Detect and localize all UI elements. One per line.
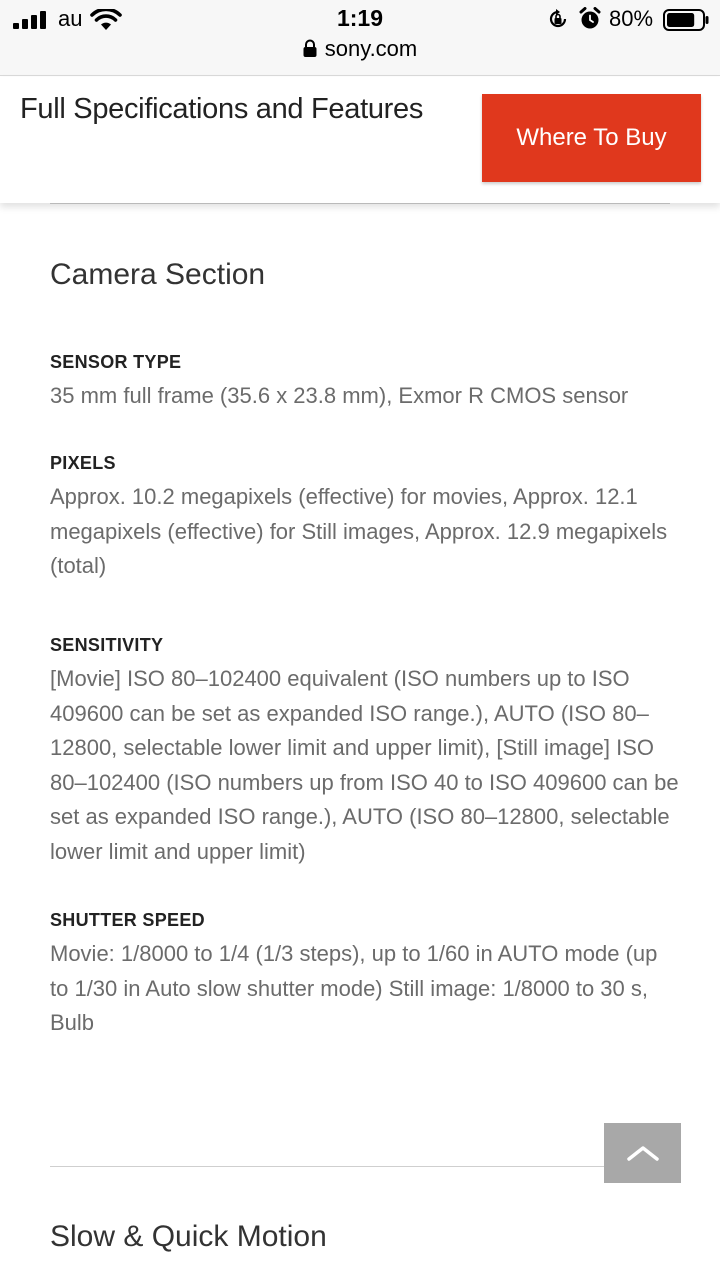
section-divider: [50, 1166, 670, 1167]
spec-shutter-speed: [50, 909, 680, 1041]
spec-sensor-type: [50, 351, 680, 414]
spec-pixels: [50, 452, 680, 584]
url-bar[interactable]: [0, 36, 720, 62]
status-bar: [0, 0, 720, 76]
spec-label: SENSITIVITY: [50, 635, 164, 655]
spec-value: 35 mm full frame (35.6 x 23.8 mm), Exmor R CMOS sensor: [50, 383, 629, 408]
chevron-up-icon: [626, 1144, 660, 1162]
carrier-label: au: [58, 6, 83, 31]
where-to-buy-button[interactable]: Where To Buy: [482, 94, 701, 182]
orientation-lock-icon: [547, 8, 569, 30]
sticky-header: [0, 77, 720, 203]
spec-label: SHUTTER SPEED: [50, 910, 205, 930]
spec-sensitivity: [50, 634, 680, 869]
spec-value: Approx. 10.2 megapixels (effective) for movies, Approx. 12.1 megapixels (effective) for Still images, Approx. 12.9 megapixels (total): [50, 484, 668, 578]
url-text: sony.com: [324, 36, 418, 61]
battery-icon: [663, 9, 709, 31]
alarm-icon: [578, 7, 602, 31]
back-to-top-button[interactable]: [604, 1123, 681, 1183]
camera-section-title: Camera Section: [50, 258, 266, 291]
slow-quick-motion-title[interactable]: Slow & Quick Motion: [50, 1220, 327, 1253]
section-divider: [50, 203, 670, 204]
battery-percent: 80%: [609, 6, 654, 31]
spec-label: PIXELS: [50, 453, 116, 473]
spec-value: [Movie] ISO 80–102400 equivalent (ISO numbers up to ISO 409600 can be set as expanded ISO range.), AUTO (ISO 80–12800, selectable lower limit and upper limit), [Still image] ISO 80–102400 (ISO numbers up from ISO 40 to ISO 409600 can be set as expanded ISO range.), AUTO (ISO 80–12800, selectable lower limit and upper limit): [50, 666, 679, 864]
spec-value: Movie: 1/8000 to 1/4 (1/3 steps), up to 1/60 in AUTO mode (up to 1/30 in Auto slow shutter mode) Still image: 1/8000 to 30 s, Bulb: [50, 941, 658, 1035]
spec-label: SENSOR TYPE: [50, 352, 182, 372]
clock-time: 1:19: [336, 5, 384, 31]
page-title: Full Specifications and Features: [20, 93, 424, 125]
lock-icon: [303, 39, 317, 57]
